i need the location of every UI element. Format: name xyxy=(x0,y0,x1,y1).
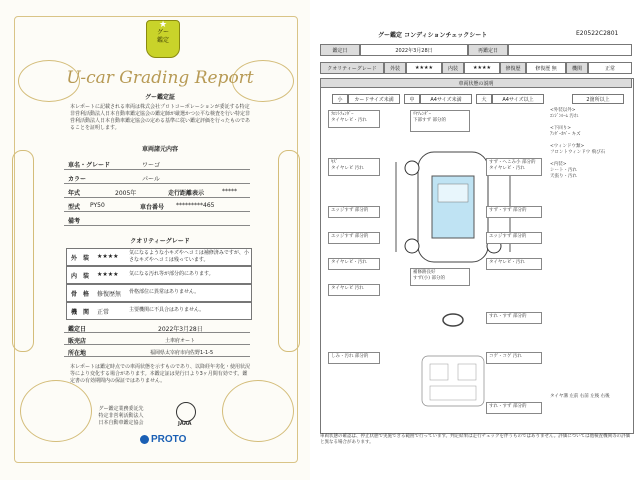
grade-value: 正常 xyxy=(588,62,632,74)
grading-certificate: ★ グー 鑑定 U-car Grading Report グー鑑定証 本レポートに記載される車両は株式会社プロトコーポレーションが委託する特定非営利活動法人日本自動車鑑定協会の鑑定師が厳選かつ公平な検査を行い特定非営利活動法人日本自動車鑑定協会の定める基準に従い鑑定評価を行ったものであることを証明します。 車両諸元内容 車名・グレード ワーゴ カラー パール 年式 2005年 走行距離表示 ***** 型式 PY50 車台番号 *********465 備考 クオリティーグレード 外 装 ★★★★ 気になるような小キズやヘコミは補修済みですが、小さなキズやヘコミは残っています。 内 装 ★★★★ 気になる汚れ等が部分的にあります。 骨 格 修復歴無 骨格部位に異常はありません。 機 関 正常 主要機関に不具合はありません。 鑑定日 2022年3月28日 販売店 土車府オート 所在地 福岡県太宰府市向佐野1-1-5 本レポートは鑑定時点での車両状態を示すものであり、以降経年劣化・使用状況等により変化する場合があります。本鑑定証は発行日より3ヶ月間有効です。鑑定書の有効期間内の保証ではありません。 グー鑑定業務委託先 特定非営利活動法人 日本自動車鑑定協会 JAAA PROTO xyxy=(0,0,310,480)
size-legend: 大 xyxy=(476,94,492,104)
goo-seal-logo: ★ グー 鑑定 xyxy=(146,20,180,58)
date-value: 2022年3月28日 xyxy=(360,44,468,56)
sheet-footer-note: 車両状態の確認は、停止状態で実施できる範囲で行っています。判定結果は走行チェックを伴うものではありません。評価については他検査機関等の評価と異なる場合があります。 xyxy=(320,434,631,445)
damage-box: すず・へこみ小 部分的 タイヤレビ・汚れ xyxy=(486,158,542,176)
damage-box: すれ・すず 部分的 xyxy=(486,402,542,414)
size-legend: A4サイズ以上 xyxy=(492,94,544,104)
size-legend: カードサイズ未満 xyxy=(348,94,400,104)
spec-label: カラー xyxy=(68,176,87,183)
spec-extra-label: 車台番号 xyxy=(140,204,165,211)
grade-value: ★★★★ xyxy=(406,62,442,74)
grade-value: 修復歴 無 xyxy=(526,62,566,74)
grade-row-interior: 内 装 ★★★★ 気になる汚れ等が部分的にあります。 xyxy=(66,266,252,284)
spec-value: パール xyxy=(142,176,160,183)
damage-box: タイヤレビ・汚れ xyxy=(486,258,542,270)
damage-box: すれ・すず 部分的 xyxy=(486,312,542,324)
damage-box: ﾘﾔﾌｪﾝﾀﾞｰ 下部すず 部分的 xyxy=(410,110,470,132)
size-legend: A4サイズ未満 xyxy=(420,94,472,104)
redate-label: 再鑑定日 xyxy=(468,44,508,56)
certificate-intro: 本レポートに記載される車両は株式会社プロトコーポレーションが委託する特定非営利活動法人日本自動車鑑定協会の鑑定師が厳選かつ公平な検査を行い特定非営利活動法人日本自動車鑑定協会の定める基準に従い鑑定評価を行ったものであることを証明します。 xyxy=(70,104,251,131)
damage-box: しみ・汚れ 部分的 xyxy=(328,352,380,364)
size-legend: 中 xyxy=(404,94,420,104)
spec-label: 型式 xyxy=(68,204,81,211)
date-label: 鑑定日 xyxy=(320,44,360,56)
grade-label: クオリティーグレード xyxy=(320,62,384,74)
size-legend: 小 xyxy=(332,94,348,104)
ornament-swirl xyxy=(20,380,92,442)
jaaa-logo xyxy=(176,402,196,422)
damage-box: コゲ・コゲ 汚れ xyxy=(486,352,542,364)
script-title: U-car Grading Report xyxy=(66,68,254,88)
size-legend: 2箇所以上 xyxy=(572,94,624,104)
ornament-vine xyxy=(278,150,300,352)
condition-check-sheet xyxy=(318,22,636,472)
redate-value xyxy=(508,44,632,56)
grade-row-frame: 骨 格 修復歴無 骨格部位に異常はありません。 xyxy=(66,284,252,302)
spec-value: ワーゴ xyxy=(142,162,161,169)
spec-extra-value: *********465 xyxy=(176,202,215,209)
damage-box: エッジすず 部分的 xyxy=(486,232,542,244)
certificate-subtitle: グー鑑定証 xyxy=(144,94,175,101)
damage-box: エッジすず 部分的 xyxy=(328,206,380,218)
sheet-title: グー鑑定 コンディションチェックシート xyxy=(378,32,488,39)
footer-note: 本レポートは鑑定時点での車両状態を示すものであり、以降経年劣化・使用状況等により変化する場合があります。本鑑定証は発行日より3ヶ月間有効です。鑑定書の有効期間内の保証ではありません。 xyxy=(70,364,251,384)
damage-box: ﾌﾛﾝﾄﾌｪﾝﾀﾞｰ タイヤレビ・汚れ xyxy=(328,110,380,128)
grade-key: 外装 xyxy=(384,62,406,74)
grade-key: 修復歴 xyxy=(500,62,526,74)
ornament-swirl xyxy=(222,380,294,442)
document-id: E20522C2801 xyxy=(576,30,619,37)
damage-box: ｷｽﾞ タイヤレビ 汚れ xyxy=(328,158,380,176)
grade-row-engine: 機 関 正常 主要機関に不具合はありません。 xyxy=(66,302,252,320)
grade-value: ★★★★ xyxy=(464,62,500,74)
damage-box: エッジすず 部分的 xyxy=(328,232,380,244)
jaaa-label: JAAA xyxy=(178,421,192,427)
description-title: 車両状態の説明 xyxy=(320,78,632,88)
grade-row-exterior: 外 装 ★★★★ 気になるような小キズやヘコミは補修済みですが、小さなキズやヘコミは残っています。 xyxy=(66,248,252,266)
notes-column: <外装以外> ｴﾝｼﾞﾝﾙｰﾑ 汚れ <下回り> ｱﾝﾀﾞｰｶﾊﾞｰ キズ <ウィンドウ類> フロントウィンドウ 飛び石 <内装> シート・汚れ 天張り・汚れ タイヤ溝 左前 右前 左後 右後 xyxy=(550,108,610,399)
grade-key: 機関 xyxy=(566,62,588,74)
ornament-vine xyxy=(12,150,34,352)
grade-key: 内装 xyxy=(442,62,464,74)
spec-extra-label: 走行距離表示 xyxy=(168,190,205,197)
issuer: グー鑑定業務委託先 特定非営利活動法人 日本自動車鑑定協会 xyxy=(98,406,144,426)
damage-box: タイヤレビ・汚れ xyxy=(328,258,380,270)
damage-box: タイヤレビ 汚れ xyxy=(328,284,380,296)
specs-section-title: 車両諸元内容 xyxy=(141,146,178,153)
spec-label: 年式 xyxy=(68,190,81,197)
spec-extra-value: ***** xyxy=(222,188,237,195)
spec-label: 車名・グレード xyxy=(68,162,111,169)
damage-box: すず・すず 部分的 xyxy=(486,206,542,218)
spec-label: 備考 xyxy=(68,218,81,225)
damage-box: 補修跡良好 すず(小) 部分的 xyxy=(410,268,470,286)
spec-value: PY50 xyxy=(90,202,105,209)
proto-logo: PROTO xyxy=(140,434,200,446)
quality-grade-title: クオリティーグレード xyxy=(130,238,190,245)
spec-value: 2005年 xyxy=(115,190,137,197)
